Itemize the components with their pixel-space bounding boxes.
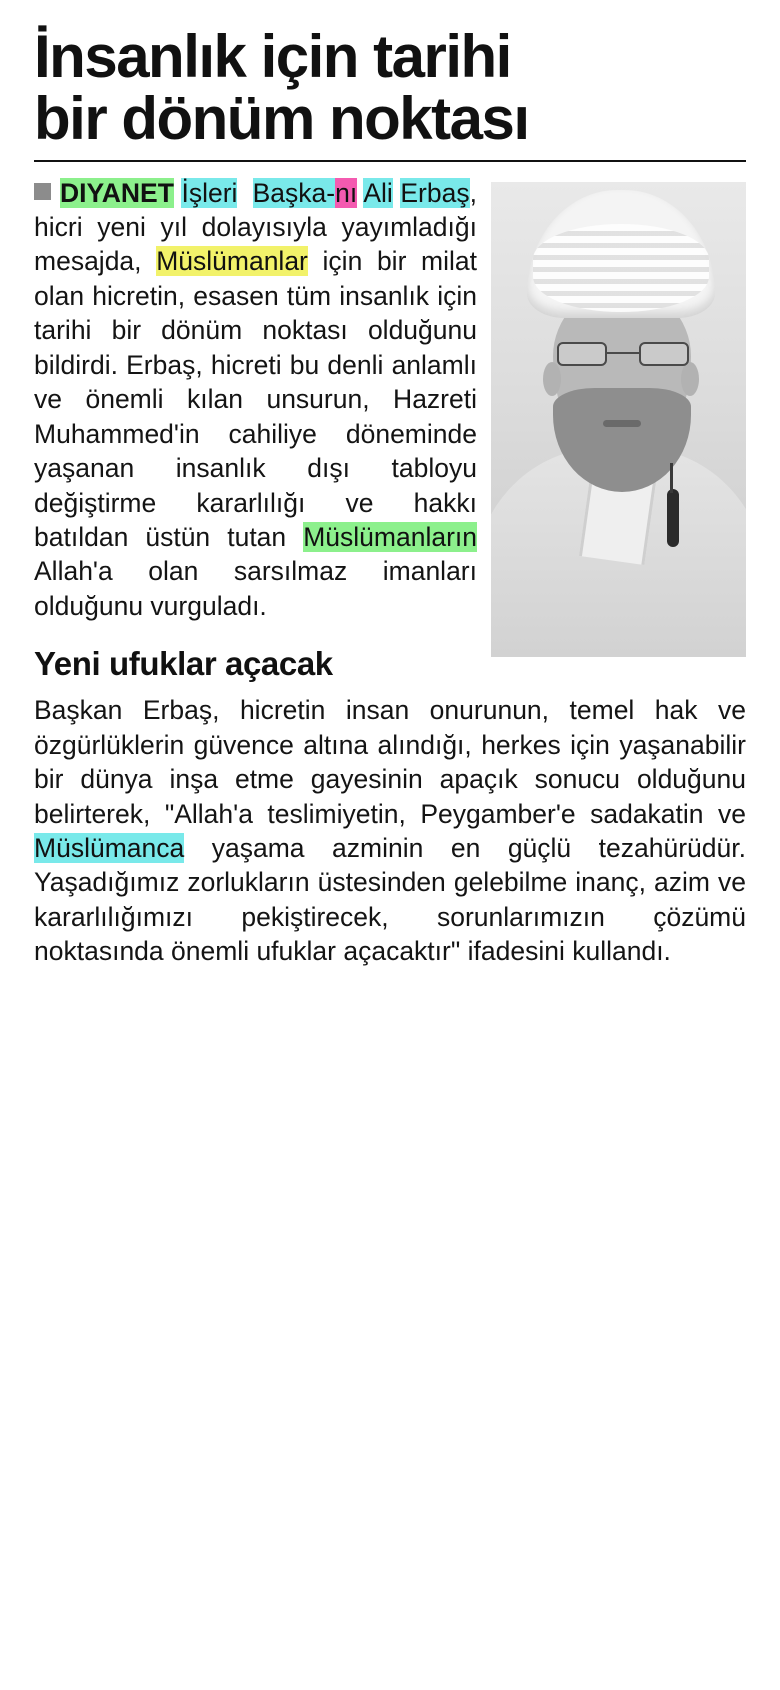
highlight-name-erbas: Erbaş — [400, 177, 470, 208]
highlight-name-ali: Ali — [363, 177, 393, 208]
highlight-baskani-2: nı — [335, 177, 358, 208]
section-subheading: Yeni ufuklar açacak — [34, 645, 333, 683]
glasses-icon — [557, 342, 689, 368]
highlight-isleri: İşleri — [181, 177, 238, 208]
divider — [34, 160, 746, 162]
headline-line-1: İnsanlık için tarihi — [34, 23, 511, 90]
highlight-muslumanlar: Müslümanlar — [156, 246, 308, 277]
body-part-2: yaşama azminin en güçlü tezahürüdür. Yaşadığımız zorlukların üstesinden gelebilme inanç, azim ve kararlılığımızı pekiştirecek, sorunlarımızın çözümü noktasında önemli ufuklar açacaktır" ifadesini kullandı. — [34, 833, 746, 967]
highlight-muslumanca: Müslümanca — [34, 833, 185, 864]
highlight-diyanet: DIYANET — [60, 177, 174, 208]
body-paragraph — [34, 693, 746, 969]
lead-section — [34, 176, 746, 624]
article-photo — [491, 182, 746, 657]
lead-after-name: , hicri yeni yıl dolayısıyla yayımladığı mesajda, — [34, 177, 477, 277]
lead-middle: için bir milat olan hicretin, esasen tüm insanlık için tarihi bir dönüm noktası olduğunu bildirdi. Erbaş, hicreti bu denli anlamlı ve önemli kılan unsurun, Hazreti Muhammed'in cahiliye döneminde yaşanan insanlık dışı tabloyu değiştirme kararlılığı ve hakkı batıldan üstün tutan — [34, 246, 477, 552]
body-part-1: Başkan Erbaş, hicretin insan onurunun, temel hak ve özgürlüklerin güvence altına alındığı, herkes için yaşanabilir bir dünya inşa etme gayesinin apaçık sonucu olduğunu belirterek, "Allah'a teslimiyetin, Peygamber'e sadakatin ve — [34, 695, 746, 829]
highlight-muslumanlarin: Müslümanların — [303, 521, 477, 552]
headline-line-2: bir dönüm noktası — [34, 84, 529, 152]
page-title — [34, 23, 746, 152]
highlight-baskani-1: Başka- — [252, 177, 336, 208]
square-bullet-icon — [34, 183, 51, 200]
mouth-shape — [603, 420, 641, 427]
microphone-icon — [667, 489, 679, 547]
lead-tail: Allah'a olan sarsılmaz imanları olduğunu vurguladı. — [34, 556, 477, 621]
